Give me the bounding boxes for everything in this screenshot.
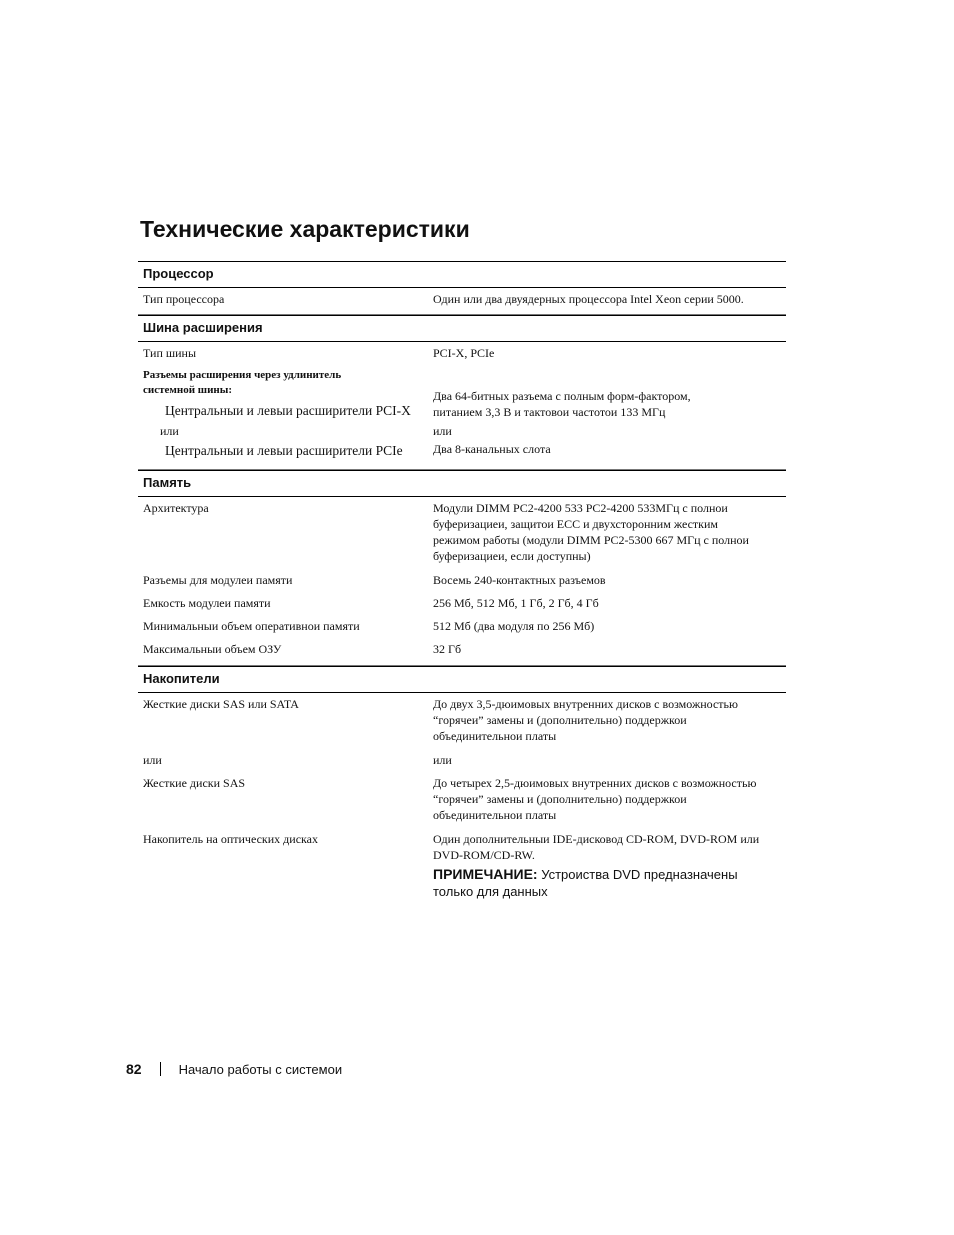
row-label: Жесткие диски SAS bbox=[143, 776, 246, 790]
riser-or-value: или bbox=[433, 424, 452, 438]
row-value: 512 Мб (два модуля по 256 Мб) bbox=[433, 619, 595, 633]
page-footer bbox=[126, 1061, 342, 1077]
riser-pcix-value: Два 64-битных разъема с полным форм-фактором, bbox=[433, 389, 691, 403]
row-label: или bbox=[143, 753, 162, 767]
page-number: 82 bbox=[126, 1061, 142, 1077]
chapter-title: Начало работы с системои bbox=[178, 1061, 343, 1077]
table-row bbox=[138, 571, 786, 595]
sas-value-line: объединительнои платы bbox=[433, 808, 557, 822]
table-row bbox=[138, 497, 786, 571]
row-label: Минимальныи объем оперативнои памяти bbox=[143, 619, 360, 633]
row-label: Максимальныи объем ОЗУ bbox=[143, 642, 282, 656]
row-value: 32 Гб bbox=[433, 642, 462, 656]
table-row bbox=[138, 693, 786, 751]
row-value: Один или два двуядерных процессора Intel Xeon серии 5000. bbox=[433, 292, 744, 306]
section-heading-memory: Память bbox=[138, 470, 786, 497]
row-label: Разъемы для модулеи памяти bbox=[143, 573, 293, 587]
row-label: Емкость модулеи памяти bbox=[143, 596, 271, 610]
row-label: Жесткие диски SAS или SATA bbox=[143, 697, 299, 711]
section-heading-processor: Процессор bbox=[138, 261, 786, 288]
arch-value-line: Модули DIMM PC2-4200 533 PC2-4200 533МГц с полнои bbox=[433, 501, 728, 515]
riser-pcix-label: Центральныи и левыи расширители PCI-X bbox=[165, 403, 411, 418]
sas-value-line: До четырех 2,5-дюимовых внутренних дисков с возможностью bbox=[433, 776, 757, 790]
row-label: Тип процессора bbox=[143, 292, 225, 306]
section-heading-drives: Накопители bbox=[138, 666, 786, 693]
table-row bbox=[138, 775, 786, 831]
row-value: PCI-X, PCIe bbox=[433, 346, 495, 360]
table-row bbox=[138, 751, 786, 775]
riser-pcie-label: Центральныи и левыи расширители PCIe bbox=[165, 443, 403, 458]
table-row bbox=[138, 342, 786, 366]
footer-divider bbox=[160, 1062, 161, 1076]
row-value: Восемь 240-контактных разъемов bbox=[433, 573, 606, 587]
page-title: Технические характеристики bbox=[140, 216, 470, 242]
riser-pcie-value: Два 8-канальных слота bbox=[433, 442, 551, 456]
sas-sata-value-line: объединительнои платы bbox=[433, 729, 557, 743]
spec-table bbox=[138, 261, 786, 900]
row-label: Тип шины bbox=[143, 346, 197, 360]
table-row bbox=[138, 641, 786, 666]
table-row bbox=[138, 288, 786, 315]
riser-pcix-value-2: питанием 3,3 В и тактовои частотои 133 МГц bbox=[433, 405, 666, 419]
sas-value-line: “горячеи” замены и (дополнительно) поддержкои bbox=[433, 792, 687, 806]
optical-value-line: Один дополнительныи IDE-дисковод CD-ROM, DVD-ROM или bbox=[433, 832, 760, 846]
arch-value-line: режимом работы (модули DIMM PC2-5300 667 МГц с полнои bbox=[433, 533, 749, 547]
row-value: или bbox=[433, 753, 452, 767]
table-row bbox=[138, 831, 786, 900]
sas-sata-value-line: До двух 3,5-дюимовых внутренних дисков с возможностью bbox=[433, 697, 738, 711]
arch-value-line: буферизациеи, если доступны) bbox=[433, 549, 591, 563]
note bbox=[433, 866, 786, 900]
row-label: Архитектура bbox=[143, 501, 209, 515]
note-text: Устроиства DVD предназначены bbox=[537, 867, 738, 882]
optical-value-line: DVD-ROM/CD-RW. bbox=[433, 848, 535, 862]
arch-value-line: буферизациеи, защитои ECC и двухсторонним жестким bbox=[433, 517, 718, 531]
sas-sata-value-line: “горячеи” замены и (дополнительно) поддержкои bbox=[433, 713, 687, 727]
note-text-2: только для данных bbox=[433, 884, 548, 899]
riser-heading-2: системной шины: bbox=[143, 384, 233, 396]
table-row bbox=[138, 618, 786, 641]
riser-or-label: или bbox=[160, 424, 179, 438]
table-row-riser bbox=[138, 366, 786, 470]
note-prefix: ПРИМЕЧАНИЕ: bbox=[433, 866, 538, 882]
row-label: Накопитель на оптических дисках bbox=[143, 832, 318, 846]
section-heading-bus: Шина расширения bbox=[138, 315, 786, 342]
riser-heading: Разъемы расширения через удлинитель bbox=[143, 369, 342, 381]
table-row bbox=[138, 595, 786, 618]
row-value: 256 Мб, 512 Мб, 1 Гб, 2 Гб, 4 Гб bbox=[433, 596, 599, 610]
